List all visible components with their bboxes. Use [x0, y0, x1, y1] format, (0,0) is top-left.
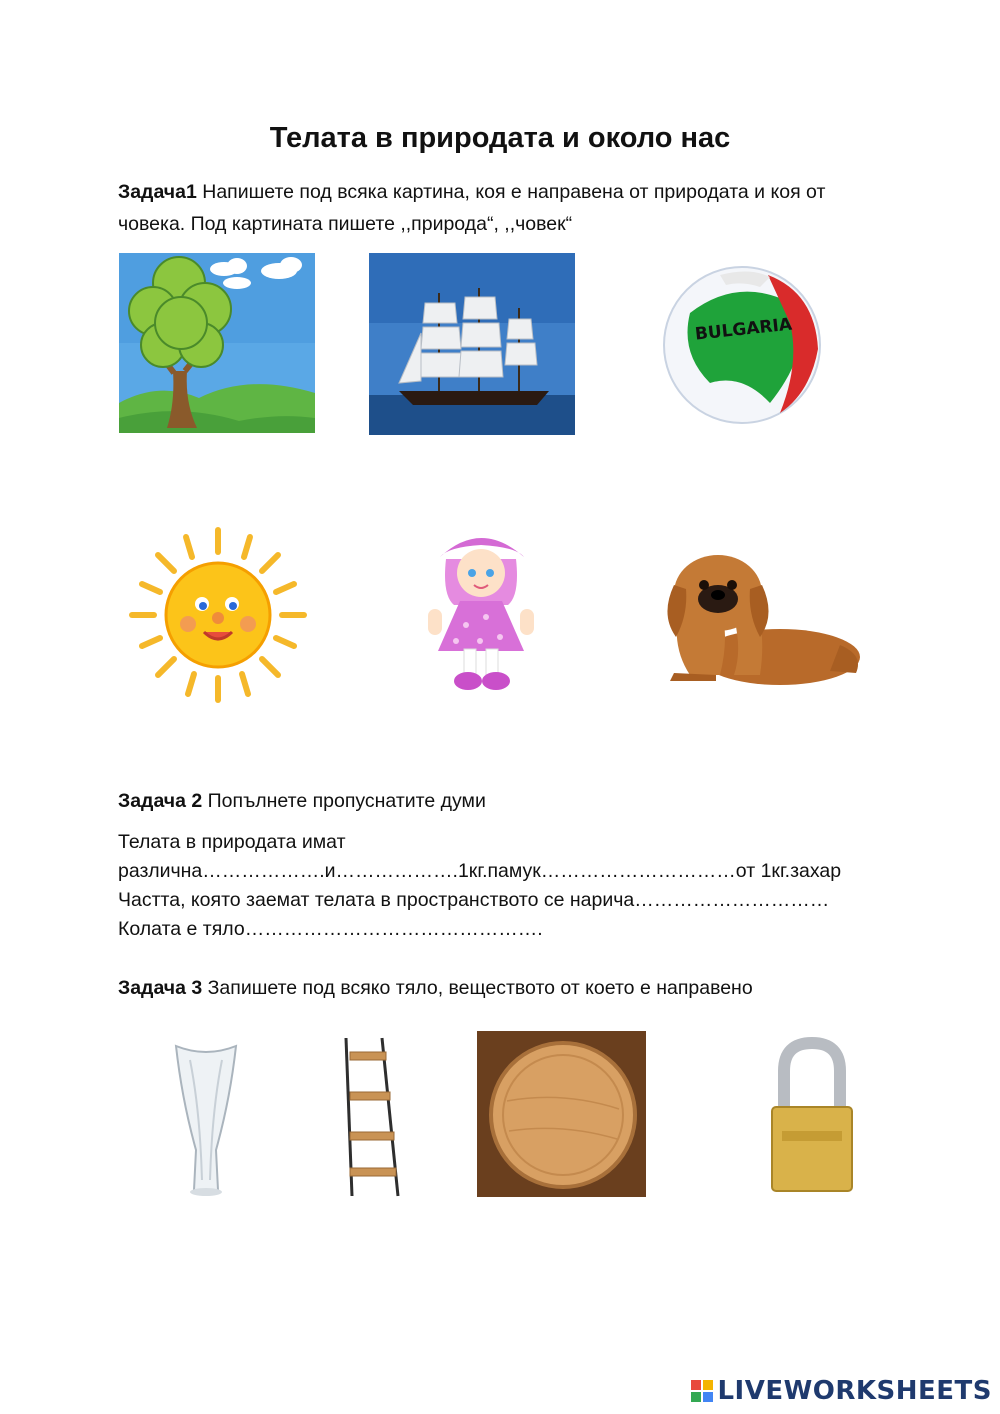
task2-text: Попълнете пропуснатите думи [202, 790, 486, 812]
sentence-line[interactable]: Частта, която заемат телата в пространството се нарича………………………… [118, 889, 830, 911]
sun-picture [118, 522, 318, 707]
task2-label: Задача 2 [118, 790, 203, 812]
glass-vase-picture [170, 1040, 242, 1200]
task1-label: Задача1 [118, 181, 197, 203]
doll-picture [420, 525, 542, 697]
liveworksheets-logo [691, 1376, 992, 1406]
dog-picture [660, 545, 865, 690]
task3-instructions [118, 972, 898, 1004]
task2-instructions [118, 785, 898, 817]
task3-text: Запишете под всяко тяло, веществото от което е направено [202, 977, 753, 999]
logo-icon [691, 1380, 713, 1402]
football-picture [650, 253, 840, 433]
sentence-line[interactable]: Колата е тяло………………………………………. [118, 918, 543, 940]
task2-sentences [118, 828, 918, 944]
sentence-line[interactable]: различна……………….и……………….1кг.памук…………………………от 1кг.захар [118, 860, 842, 882]
task1-text: Напишете под всяка картина, коя е направена от природата и коя от човека. Под картината пишете ,,природа“, ,,човек“ [118, 181, 826, 235]
task1-instructions [118, 176, 898, 240]
wooden-shelf-picture [338, 1034, 404, 1200]
sailing-ship-picture [369, 253, 575, 435]
sentence-line: Телата в природата имат [118, 831, 346, 853]
task3-label: Задача 3 [118, 977, 203, 999]
ball-brand-text: BULGARIA [694, 314, 793, 345]
padlock-picture [732, 1031, 892, 1199]
wooden-board-picture [477, 1031, 646, 1197]
brand-name: LIVEWORKSHEETS [717, 1376, 992, 1406]
page-title: Телата в природата и около нас [269, 122, 731, 154]
tree-picture [119, 253, 315, 433]
